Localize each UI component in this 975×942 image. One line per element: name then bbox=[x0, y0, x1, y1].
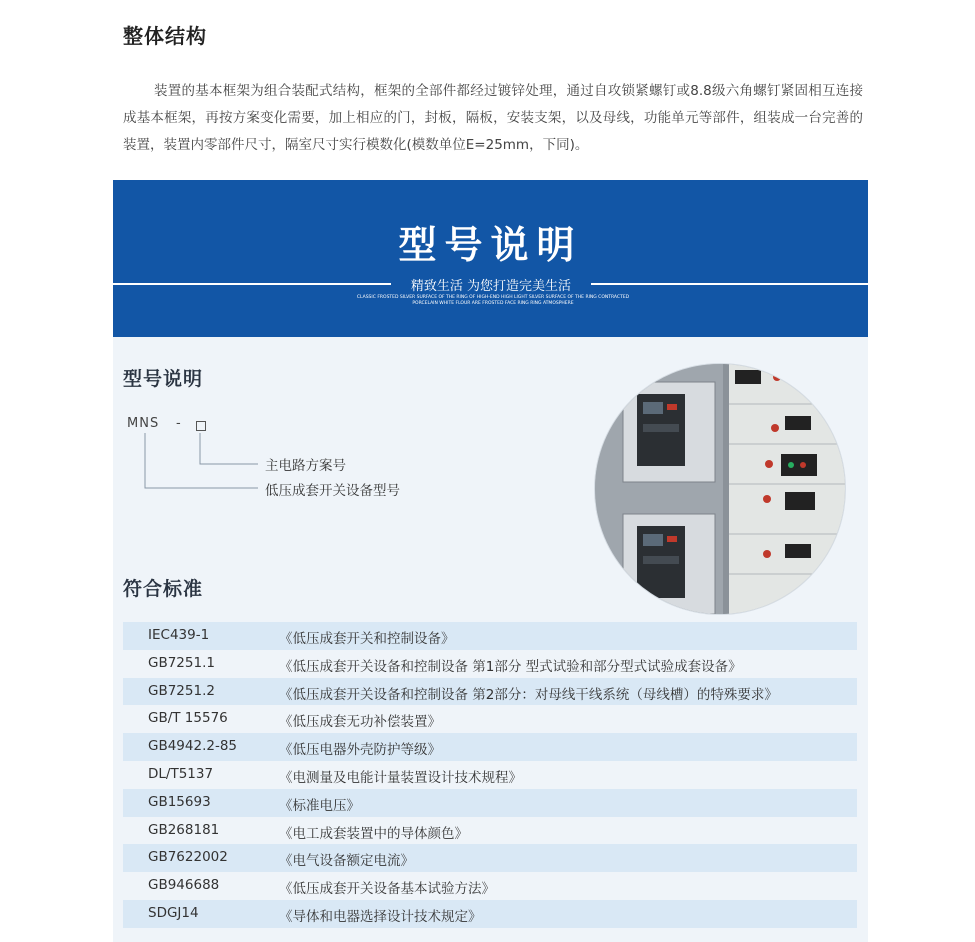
banner-english-line-1: CLASSIC FROSTED SILVER SURFACE OF THE RING OF HIGH-END HIGH LIGHT SILVER SURFACE OF THE RING CONTRACTED bbox=[356, 295, 630, 300]
banner-english-text bbox=[343, 295, 643, 307]
standard-row bbox=[123, 622, 857, 650]
banner-english-line-2: PORCELAIN WHITE FLOUR ARE FROSTED FACE RING RING ATMOSPHERE bbox=[412, 301, 574, 306]
standard-code: GB15693 bbox=[148, 793, 211, 810]
scheme-placeholder-box bbox=[196, 421, 206, 431]
banner-divider-right bbox=[591, 283, 868, 285]
standard-code: GB7622002 bbox=[148, 849, 228, 866]
standard-name: 《低压成套开关设备和控制设备 第1部分 型式试验和部分型式试验成套设备》 bbox=[279, 658, 742, 675]
standard-name: 《低压成套开关设备和控制设备 第2部分：对母线干线系统（母线槽）的特殊要求》 bbox=[279, 686, 778, 703]
type-label: 低压成套开关设备型号 bbox=[265, 483, 400, 499]
standard-name: 《导体和电器选择设计技术规定》 bbox=[279, 908, 482, 925]
scheme-label: 主电路方案号 bbox=[265, 458, 346, 474]
standard-code: DL/T5137 bbox=[148, 765, 214, 782]
switchgear-photo bbox=[595, 364, 845, 614]
standard-name: 《低压成套开关设备基本试验方法》 bbox=[279, 881, 495, 898]
standard-row bbox=[123, 733, 857, 761]
standard-code: GB268181 bbox=[148, 821, 220, 838]
standard-code: GB7251.1 bbox=[148, 654, 215, 671]
model-code: MNS bbox=[127, 416, 160, 431]
standard-row bbox=[123, 844, 857, 872]
standards-heading: 符合标准 bbox=[123, 578, 204, 600]
standard-name: 《电工成套装置中的导体颜色》 bbox=[279, 825, 468, 842]
standard-row bbox=[123, 817, 857, 845]
structure-title: 整体结构 bbox=[123, 24, 207, 48]
standard-row bbox=[123, 650, 857, 678]
standard-name: 《电气设备额定电流》 bbox=[279, 853, 414, 870]
banner-subtitle: 精致生活 为您打造完美生活 bbox=[410, 279, 572, 294]
standard-code: GB/T 15576 bbox=[148, 710, 228, 727]
structure-description: 装置的基本框架为组合装配式结构，框架的全部件都经过镀锌处理，通过自攻锁紧螺钉或8.8级六角螺钉紧固相互连接成基本框架，再按方案变化需要，加上相应的门，封板，隔板，安装支架，以及母线，功能单元等部件，组装成一台完善的装置，装置内零部件尺寸，隔室尺寸实行模数化(模数单位E=25mm，下同)。 bbox=[123, 83, 863, 153]
standard-code: SDGJ14 bbox=[148, 904, 199, 921]
model-dash: - bbox=[176, 416, 181, 431]
standard-row bbox=[123, 705, 857, 733]
standards-table bbox=[123, 622, 857, 928]
standard-name: 《电测量及电能计量装置设计技术规程》 bbox=[279, 769, 522, 786]
standard-name: 《低压成套无功补偿装置》 bbox=[279, 714, 441, 731]
standard-row bbox=[123, 872, 857, 900]
standard-name: 《标准电压》 bbox=[279, 797, 360, 814]
standard-row bbox=[123, 761, 857, 789]
standard-code: GB4942.2-85 bbox=[148, 738, 238, 755]
standard-row bbox=[123, 900, 857, 928]
standard-name: 《低压成套开关和控制设备》 bbox=[279, 631, 455, 647]
banner-title: 型号说明 bbox=[398, 222, 583, 267]
model-heading: 型号说明 bbox=[123, 368, 204, 390]
standard-code: IEC439-1 bbox=[148, 627, 210, 643]
model-banner bbox=[113, 180, 868, 337]
banner-divider-left bbox=[113, 283, 391, 285]
standard-code: GB7251.2 bbox=[148, 682, 215, 699]
standard-name: 《低压电器外壳防护等级》 bbox=[279, 742, 441, 759]
standard-row bbox=[123, 678, 857, 706]
standard-row bbox=[123, 789, 857, 817]
standard-code: GB946688 bbox=[148, 877, 220, 894]
